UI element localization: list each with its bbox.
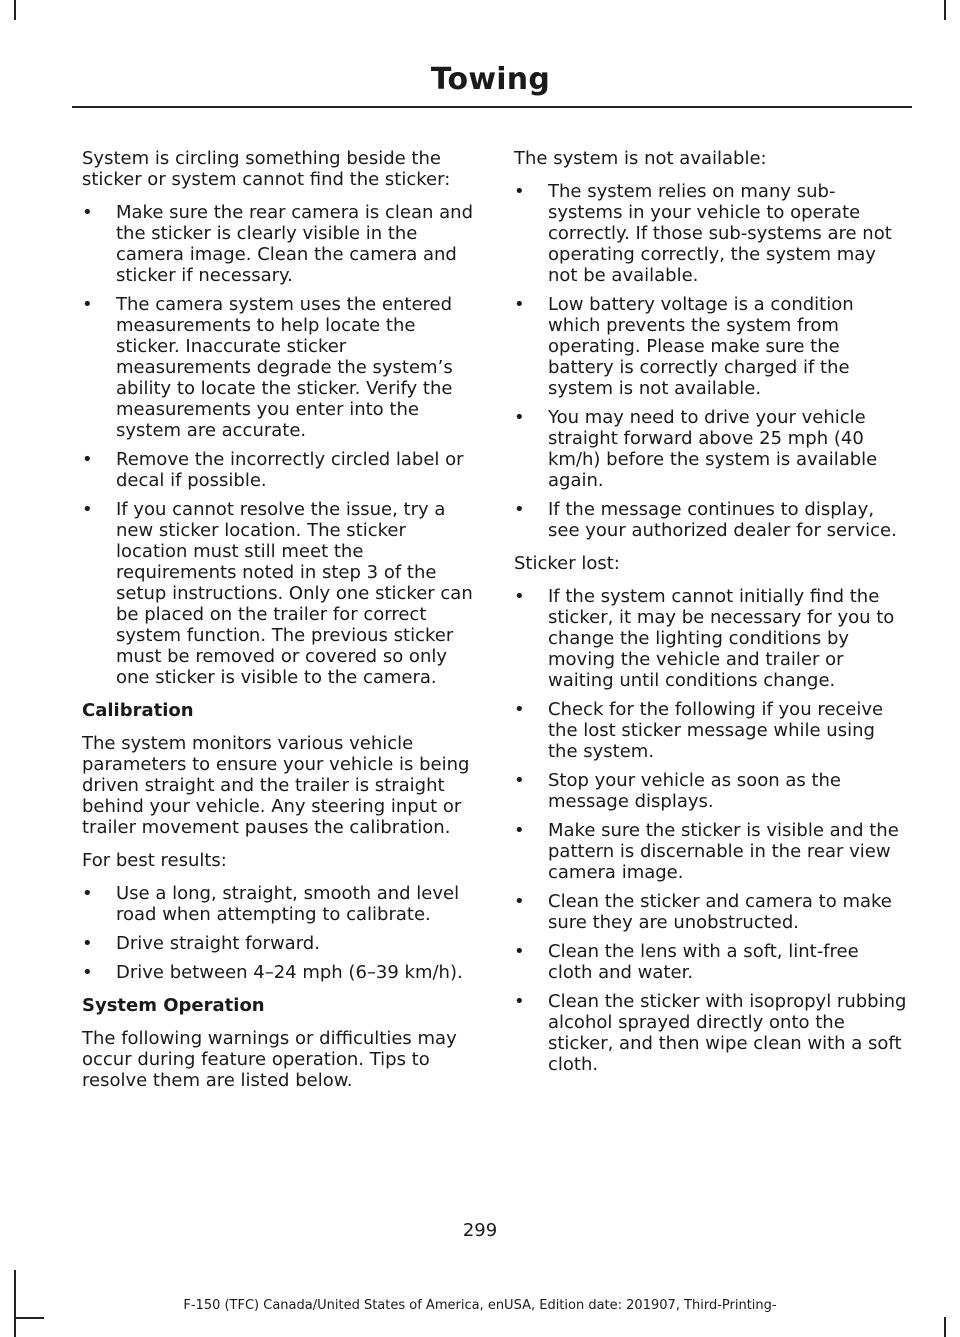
sticker-lost-list bbox=[514, 586, 908, 1075]
crop-mark-top-left bbox=[14, 0, 16, 20]
header-rule bbox=[72, 106, 912, 108]
list-item: • Clean the lens with a soft, lint-free cloth and water. bbox=[514, 941, 859, 983]
list-item: • Check for the following if you receive the lost sticker message while using the system. bbox=[514, 699, 884, 762]
bullet-icon: • bbox=[514, 941, 525, 962]
system-operation-heading: System Operation bbox=[82, 995, 265, 1016]
bullet-icon: • bbox=[514, 699, 525, 720]
system-operation-paragraph: The following warnings or difficulties may occur during feature operation. Tips to resolve them are listed below. bbox=[82, 1028, 457, 1091]
bullet-icon: • bbox=[82, 499, 93, 520]
calibration-heading: Calibration bbox=[82, 700, 194, 721]
bullet-icon: • bbox=[514, 181, 525, 202]
bullet-icon: • bbox=[82, 933, 93, 954]
bullet-icon: • bbox=[82, 962, 93, 983]
list-item: • Drive between 4–24 mph (6–39 km/h). bbox=[82, 962, 463, 983]
bullet-icon: • bbox=[82, 883, 93, 904]
bullet-icon: • bbox=[514, 991, 525, 1012]
list-item: • Clean the sticker with isopropyl rubbing alcohol sprayed directly onto the sticker, and then wipe clean with a soft cloth. bbox=[514, 991, 907, 1075]
not-available-label: The system is not available: bbox=[514, 148, 767, 169]
page-number: 299 bbox=[462, 1220, 498, 1241]
bullet-icon: • bbox=[82, 449, 93, 470]
calibration-paragraph: The system monitors various vehicle parameters to ensure your vehicle is being driven straight and the trailer is straight behind your vehicle. Any steering input or trailer movement pauses the calibration. bbox=[82, 733, 470, 838]
intro-paragraph: System is circling something beside the sticker or system cannot find the sticker: bbox=[82, 148, 451, 190]
list-item: • If you cannot resolve the issue, try a new sticker location. The sticker location must still meet the requirements noted in step 3 of the setup instructions. Only one sticker can be placed on the trailer for correct system function. The previous sticker must be removed or covered so only one sticker is visible to the camera. bbox=[82, 499, 473, 688]
best-results-list bbox=[82, 883, 476, 983]
page-title: Towing bbox=[430, 62, 550, 97]
list-item: • Drive straight forward. bbox=[82, 933, 320, 954]
list-item: • You may need to drive your vehicle straight forward above 25 mph (40 km/h) before the system is available again. bbox=[514, 407, 878, 491]
list-item: • Stop your vehicle as soon as the message displays. bbox=[514, 770, 842, 812]
intro-bullet-list bbox=[82, 202, 476, 688]
not-available-list bbox=[514, 181, 908, 541]
bullet-icon: • bbox=[514, 294, 525, 315]
list-item: • If the system cannot initially find the sticker, it may be necessary for you to change the lighting conditions by moving the vehicle and trailer or waiting until conditions change. bbox=[514, 586, 895, 691]
crop-mark-top-right bbox=[944, 0, 946, 20]
list-item: • Low battery voltage is a condition which prevents the system from operating. Please make sure the battery is correctly charged if the system is not available. bbox=[514, 294, 854, 399]
list-item: • Clean the sticker and camera to make sure they are unobstructed. bbox=[514, 891, 892, 933]
sticker-lost-label: Sticker lost: bbox=[514, 553, 620, 574]
list-item: • Remove the incorrectly circled label or decal if possible. bbox=[82, 449, 464, 491]
bullet-icon: • bbox=[82, 202, 93, 223]
list-item: • Make sure the sticker is visible and the pattern is discernable in the rear view camera image. bbox=[514, 820, 899, 883]
list-item: • The system relies on many sub-systems in your vehicle to operate correctly. If those sub-systems are not operating correctly, the system may not be available. bbox=[514, 181, 892, 286]
list-item: • If the message continues to display, see your authorized dealer for service. bbox=[514, 499, 897, 541]
list-item: • The camera system uses the entered measurements to help locate the sticker. Inaccurate sticker measurements degrade the system’s ability to locate the sticker. Verify the measurements you enter into the system are accurate. bbox=[82, 294, 453, 441]
bullet-icon: • bbox=[514, 770, 525, 791]
bullet-icon: • bbox=[82, 294, 93, 315]
crop-mark-bottom-line bbox=[14, 1317, 44, 1319]
bullet-icon: • bbox=[514, 820, 525, 841]
bullet-icon: • bbox=[514, 407, 525, 428]
footer-edition-info: F-150 (TFC) Canada/United States of America, enUSA, Edition date: 201907, Third-Printing- bbox=[183, 1298, 777, 1313]
bullet-icon: • bbox=[514, 891, 525, 912]
bullet-icon: • bbox=[514, 499, 525, 520]
bullet-icon: • bbox=[514, 586, 525, 607]
list-item: • Make sure the rear camera is clean and the sticker is clearly visible in the camera image. Clean the camera and sticker if necessary. bbox=[82, 202, 474, 286]
list-item: • Use a long, straight, smooth and level road when attempting to calibrate. bbox=[82, 883, 460, 925]
best-results-label: For best results: bbox=[82, 850, 227, 871]
right-column bbox=[514, 148, 908, 1087]
left-column bbox=[82, 148, 476, 1103]
crop-mark-bottom-right bbox=[944, 1317, 946, 1337]
